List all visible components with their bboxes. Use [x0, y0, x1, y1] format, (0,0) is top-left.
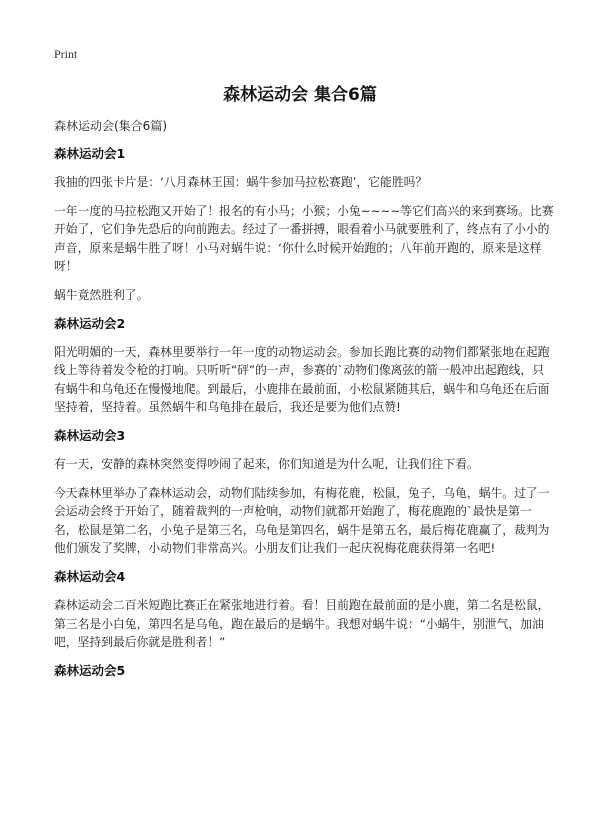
document-body: [54, 117, 554, 690]
paragraph: 有一天，安静的森林突然变得吵闹了起来，你们知道是为什么呢，让我们往下看。: [54, 456, 479, 471]
section-heading: 森林运动会5: [54, 662, 126, 678]
print-link[interactable]: Print: [54, 47, 78, 61]
section-heading: 森林运动会1: [54, 146, 126, 161]
paragraph: 今天森林里举办了森林运动会，动物们陆续参加，有梅花鹿，松鼠，兔子，乌龟，蜗牛。过了一会运动会终于开始了，随着裁判的一声枪响，动物们就都开始跑了，梅花鹿跑的`最快是第一名，松鼠是第二名，小兔子是第三名，乌龟是第四名，蜗牛是第五名，最后梅花鹿赢了，裁判为他们颁发了奖牌，小动物们非常高兴。小朋友们让我们一起庆祝梅花鹿获得第一名吧!: [54, 485, 550, 556]
page-title: 森林运动会 集合6篇: [223, 85, 377, 105]
paragraph: 阳光明媚的一天，森林里要举行一年一度的动物运动会。参加长跑比赛的动物们都紧张地在起跑线上等待着发令枪的打响。只听听“砰”的一声，参赛的`动物们像离弦的箭一般冲出起跑线，只有蜗牛和乌龟还在慢慢地爬。到最后，小鹿排在最前面，小松鼠紧随其后，蜗牛和乌龟还在后面坚持着，坚持着。虽然蜗牛和乌龟排在最后，我还是要为他们点赞!: [54, 344, 550, 415]
paragraph: 蜗牛竟然胜利了。: [54, 287, 149, 302]
document-subtitle: 森林运动会(集合6篇): [54, 119, 167, 133]
paragraph: 一年一度的马拉松跑又开始了！报名的有小马；小猴；小兔~~~~等它们高兴的来到赛场。比赛开始了，它们争先恐后的向前跑去。经过了一番拼搏，眼看着小马就要胜利了，终点有了小小的声音，原来是蜗牛胜了呀！小马对蜗牛说：‘你什么时候开始跑的；八年前开跑的，原来是这样呀！: [54, 203, 554, 274]
section-3: [54, 427, 554, 558]
section-5: [54, 662, 554, 680]
section-1: [54, 145, 554, 305]
paragraph: 我抽的四张卡片是：‘八月森林王国：蜗牛参加马拉松赛跑’，它能胜吗？: [54, 175, 428, 189]
paragraph: 森林运动会二百米短跑比赛正在紧张地进行着。看！目前跑在最前面的是小鹿，第二名是松鼠，第三名是小白兔，第四名是乌龟，跑在最后的是蜗牛。我想对蜗牛说：“小蜗牛，别泄气，加油吧，坚持到最后你就是胜利者！”: [54, 597, 550, 650]
section-heading: 森林运动会4: [54, 568, 126, 584]
section-heading: 森林运动会2: [54, 315, 126, 331]
section-4: [54, 568, 554, 652]
section-heading: 森林运动会3: [54, 427, 126, 443]
section-2: [54, 315, 554, 417]
